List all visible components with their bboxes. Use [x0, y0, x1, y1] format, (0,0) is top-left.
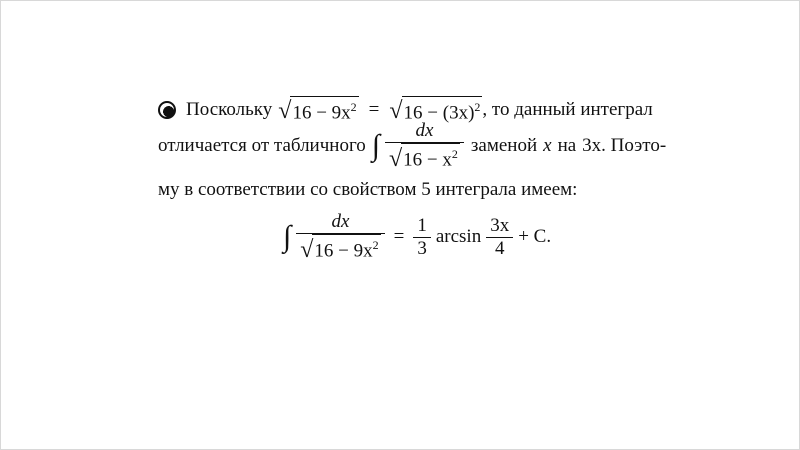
text-line-1 — [158, 96, 653, 123]
word-since: Поскольку — [186, 98, 273, 120]
integral-sign: ∫ — [371, 129, 380, 162]
plus-c: + C. — [518, 226, 552, 247]
equals-sign-2: = — [393, 226, 405, 247]
integral-sign-2: ∫ — [283, 220, 292, 253]
on-text: на — [557, 135, 577, 156]
one-third-fraction: $\frac{1}{3}$ — [415, 215, 429, 260]
equals-sign: = — [368, 98, 380, 120]
main-integral-fraction: dx √ $16 - 9x^2$ — [298, 211, 382, 262]
var-3x: 3x — [582, 135, 602, 156]
text-line-3 — [158, 178, 577, 202]
text-line-2 — [158, 120, 667, 172]
var-x: x — [543, 135, 552, 156]
then-phrase: , то данный интеграл — [482, 98, 653, 120]
formula-line — [283, 210, 551, 264]
sqrt-16-3x2: √ $16 - (3x)^2$ — [389, 96, 482, 123]
replacement-text: заменой — [470, 135, 538, 156]
line3-text: му в соответствии со свойством 5 интеграла имеем: — [158, 179, 578, 200]
arg-fraction: $\frac{3x}{4}$ — [488, 215, 511, 260]
sqrt-16-9x2: √ $16 - 9x^2$ — [278, 96, 358, 123]
bullet-icon — [158, 101, 176, 119]
arcsin-text: arcsin — [435, 226, 482, 247]
table-integral-fraction: dx √ $16 - x^2$ — [387, 120, 462, 171]
differs-text: отличается от табличного — [158, 135, 366, 156]
therefore-text: . Поэто- — [601, 135, 667, 156]
